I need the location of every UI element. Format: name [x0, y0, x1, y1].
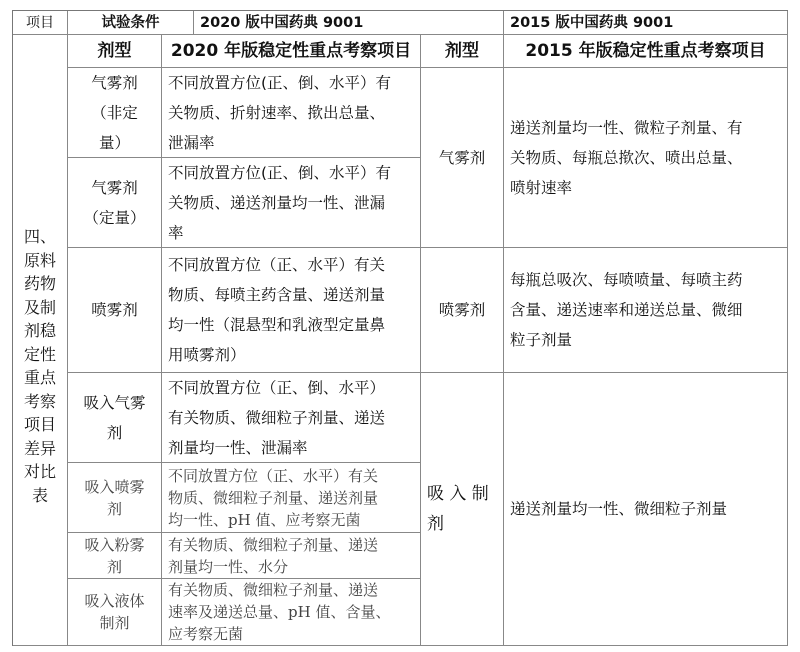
items-2015 — [504, 248, 788, 373]
text-line: 对比 — [23, 462, 56, 481]
items-2020 — [162, 158, 421, 248]
items-2020 — [162, 68, 421, 158]
items-2020 — [162, 463, 421, 533]
side-label — [13, 35, 68, 646]
items-2020 — [162, 579, 421, 646]
text-line: 不同放置方位（正、水平）有关 — [168, 466, 379, 485]
text-line: （定量） — [83, 208, 146, 227]
text-line: 关物质、每瓶总揿次、喷出总量、 — [510, 148, 743, 167]
form-2020 — [68, 463, 162, 533]
items-2020 — [162, 373, 421, 463]
text-line: 用喷雾剂） — [168, 346, 246, 364]
text-line: 剂稳 — [23, 321, 56, 340]
text-line: 差异 — [23, 438, 56, 458]
header-item: 项目 — [13, 11, 68, 35]
items-2020 — [162, 248, 421, 373]
text-line: 速率及递送总量、pH 值、含量、 — [168, 603, 391, 621]
subheader-form-2015: 剂型 — [421, 35, 504, 68]
text-line: 药物 — [23, 274, 56, 293]
form-2020 — [68, 68, 162, 158]
text-line: 有关物质、微细粒子剂量、递送 — [168, 408, 386, 427]
header-2020: 2020 版中国药典 9001 — [194, 11, 504, 35]
items-2020 — [162, 533, 421, 579]
form-2020 — [68, 248, 162, 373]
text-line: 考察 — [23, 391, 56, 411]
text-line: 项目 — [23, 415, 56, 434]
text-line: 率 — [168, 223, 184, 242]
header-2015: 2015 版中国药典 9001 — [504, 11, 788, 35]
text-line: 每瓶总吸次、每喷喷量、每喷主药 — [510, 271, 743, 289]
text-line: 剂 — [106, 423, 123, 442]
text-line: 气雾剂 — [91, 178, 138, 197]
text-line: 剂量均一性、泄漏率 — [168, 438, 308, 457]
text-line: 喷雾剂 — [91, 301, 138, 319]
text-line: 有关物质、微细粒子剂量、递送 — [168, 535, 379, 554]
subheader-items-2015: 2015 年版稳定性重点考察项目 — [504, 35, 788, 68]
text-line: 吸入气雾 — [83, 393, 146, 412]
text-line: 不同放置方位（正、倒、水平） — [168, 378, 386, 397]
text-line: 泄漏率 — [168, 133, 215, 152]
text-line: 物质、微细粒子剂量、递送剂量 — [168, 488, 379, 507]
text-line: 递送剂量均一性、微粒子剂量、有 — [510, 118, 743, 137]
text-line: 及制 — [23, 297, 56, 317]
text-line: 吸 入 制 — [427, 484, 489, 504]
text-line: 剂 — [106, 557, 122, 576]
comparison-table — [12, 10, 788, 646]
form-2020 — [68, 373, 162, 463]
text-line: 剂量均一性、水分 — [168, 557, 289, 576]
text-line: 剂 — [106, 499, 122, 518]
subheader-form-2020: 剂型 — [68, 35, 162, 68]
text-line: 喷雾剂 — [438, 301, 486, 319]
text-line: 重点 — [23, 368, 56, 387]
text-line: 不同放置方位（正、水平）有关 — [168, 256, 386, 274]
text-line: 均一性（混悬型和乳液型定量鼻 — [168, 316, 386, 334]
text-line: 有关物质、微细粒子剂量、递送 — [168, 581, 379, 599]
text-line: 关物质、递送剂量均一性、泄漏 — [168, 193, 386, 212]
text-line: 气雾剂 — [91, 73, 138, 92]
form-2020 — [68, 533, 162, 579]
form-2015 — [421, 373, 504, 646]
text-line: 粒子剂量 — [510, 331, 573, 349]
text-line: 表 — [31, 485, 48, 505]
text-line: 制剂 — [99, 614, 130, 632]
text-line: 应考察无菌 — [168, 625, 244, 643]
text-line: 吸入液体 — [84, 592, 145, 610]
text-line: 气雾剂 — [438, 148, 486, 167]
text-line: 含量、递送速率和递送总量、微细 — [510, 301, 743, 319]
text-line: 四、 — [23, 227, 56, 246]
text-line: 量） — [98, 133, 130, 152]
form-2020 — [68, 579, 162, 646]
items-2015 — [504, 373, 788, 646]
text-line: 吸入粉雾 — [84, 535, 145, 554]
text-line: 定性 — [23, 344, 56, 364]
form-2020 — [68, 158, 162, 248]
form-2015 — [421, 248, 504, 373]
text-line: （非定 — [91, 103, 138, 122]
text-line: 剂 — [427, 514, 444, 534]
header-conditions: 试验条件 — [68, 11, 194, 35]
text-line: 均一性、pH 值、应考察无菌 — [168, 510, 361, 529]
text-line: 递送剂量均一性、微细粒子剂量 — [510, 500, 728, 518]
subheader-items-2020: 2020 年版稳定性重点考察项目 — [162, 35, 421, 68]
text-line: 不同放置方位(正、倒、水平）有 — [168, 163, 392, 182]
form-2015 — [421, 68, 504, 248]
text-line: 原料 — [23, 250, 56, 270]
items-2015 — [504, 68, 788, 248]
text-line: 关物质、折射速率、揿出总量、 — [168, 103, 386, 122]
text-line: 吸入喷雾 — [84, 477, 145, 496]
text-line: 物质、每喷主药含量、递送剂量 — [168, 286, 386, 304]
text-line: 不同放置方位(正、倒、水平）有 — [168, 73, 392, 92]
text-line: 喷射速率 — [510, 178, 573, 197]
